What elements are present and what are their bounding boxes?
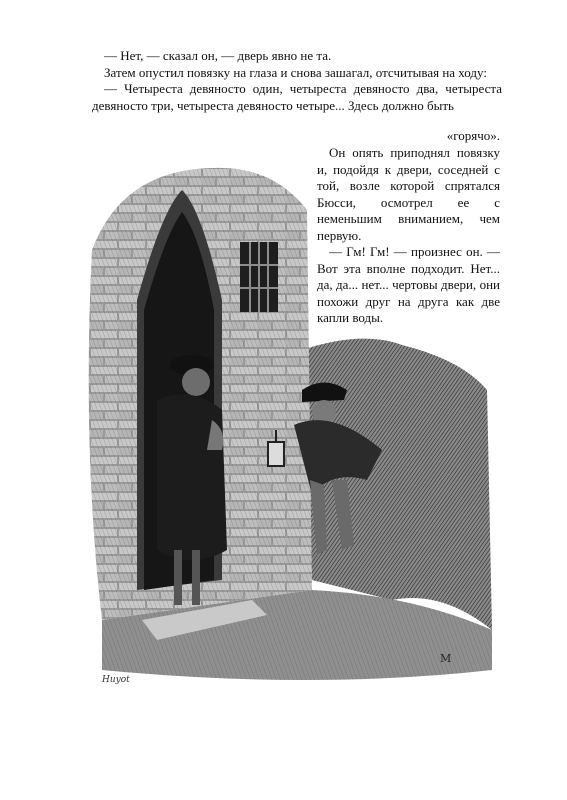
top-text-block — [92, 48, 502, 114]
paragraph-blindfold: Затем опустил повязку на глаза и снова зашагал, отсчитывая на ходу: — [104, 64, 487, 80]
artist-signature: Huyot — [102, 675, 130, 685]
lantern-icon — [268, 442, 284, 466]
paragraph-counting: — Четыреста девяносто один, четыреста девяносто два, четыреста девяносто три, четыреста девяносто четыре... Здесь должно быть — [92, 81, 502, 113]
paragraph-inspect-door: Он опять приподнял повязку и, подойдя к двери, соседней с той, возле которой спрятался Бюсси, осмотрел ее с неменьшим вниманием, чем первую. — [317, 145, 500, 243]
paragraph-doors-alike: — Гм! Гм! — произнес он. — Вот эта вполне подходит. Нет... да, да... нет... чертовы двери, они похожи друг на друга как две капли воды. — [317, 244, 500, 325]
paragraph-door-wrong: — Нет, — сказал он, — дверь явно не та. — [104, 48, 332, 63]
engraving-illustration — [62, 150, 502, 700]
counting-tail: «горячо». — [446, 128, 500, 143]
engraver-monogram: M — [440, 652, 452, 665]
